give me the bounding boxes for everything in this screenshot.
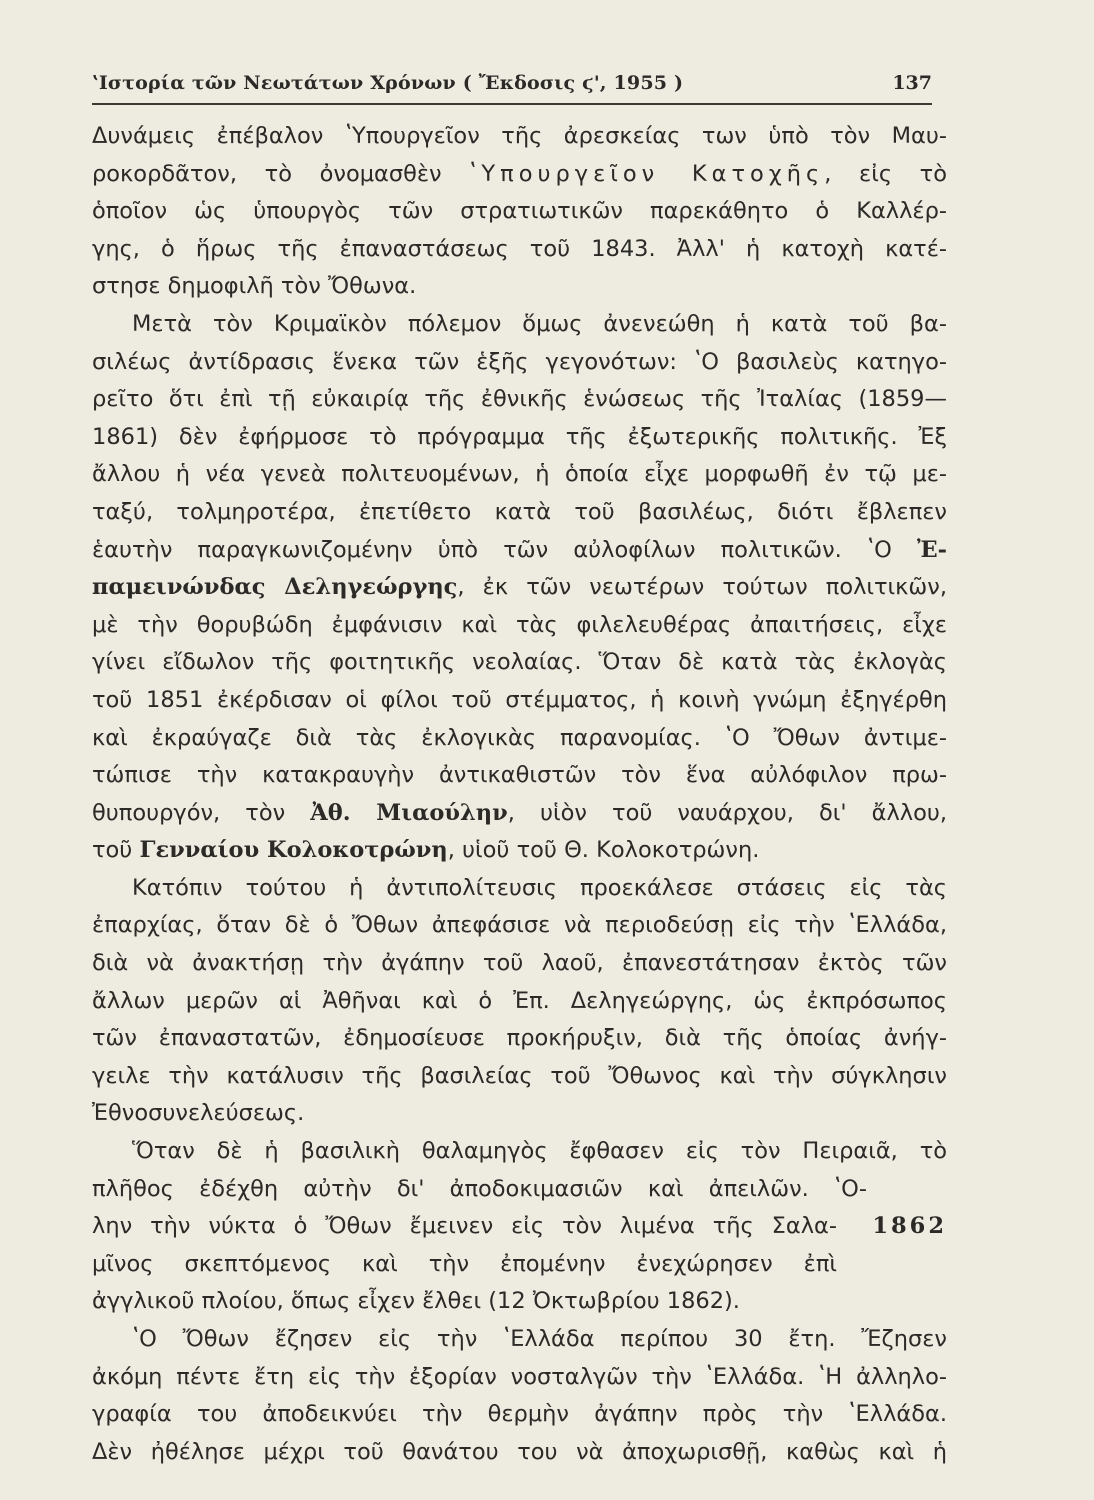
bold-name: παμεινώνδας Δεληγεώργης	[92, 574, 458, 601]
text-line: Δυνάμεις ἐπέβαλον ʽΥπουργεῖον τῆς ἀρεσκείας των ὑπὸ τὸν Μαυ-	[92, 123, 947, 149]
text-line: Κατόπιν τούτου ἡ ἀντιπολίτευσις προεκάλεσε στάσεις εἰς τὰς	[132, 874, 947, 901]
text-line: ἐπαρχίας, ὅταν δὲ ὁ Ὄθων ἀπεφάσισε νὰ περιοδεύσῃ εἰς τὴν ʽΕλλάδα,	[92, 912, 947, 939]
bold-name: Ἀθ. Μιαούλην	[310, 799, 508, 826]
text-line: ἀκόμη πέντε ἔτη εἰς τὴν ἐξορίαν νοσταλγῶν τὴν ʽΕλλάδα. ʽΗ ἀλληλο-	[92, 1363, 947, 1390]
text-line: ἄλλων μερῶν αἱ Ἀθῆναι καὶ ὁ Ἐπ. Δεληγεώργης, ὡς ἐκπρόσωπος	[92, 987, 947, 1014]
body-text	[92, 118, 947, 1471]
text-line: ἄλλου ἡ νέα γενεὰ πολιτευομένων, ἡ ὁποία εἶχε μορφωθῆ ἐν τῷ με-	[92, 461, 947, 488]
text-line: Δὲν ἠθέλησε μέχρι τοῦ θανάτου του νὰ ἀποχωρισθῇ, καθὼς καὶ ἡ	[92, 1438, 947, 1465]
text-line: ὁποῖον ὡς ὑπουργὸς τῶν στρατιωτικῶν παρεκάθητο ὁ Καλλέρ-	[92, 198, 947, 225]
page-number: 137	[892, 72, 932, 94]
text-line: θυπουργόν, τὸν Ἀθ. Μιαούλην, υἱὸν τοῦ ναυάρχου, δι' ἄλλου,	[92, 799, 948, 826]
header-rule	[92, 103, 932, 105]
text-line: παμεινώνδας Δεληγεώργης, ἐκ τῶν νεωτέρων τούτων πολιτικῶν,	[92, 574, 947, 601]
text-line: Ὅταν δὲ ἡ βασιλικὴ θαλαμηγὸς ἔφθασεν εἰς τὸν Πειραιᾶ, τὸ	[132, 1138, 947, 1165]
text-line: γης, ὁ ἥρως τῆς ἐπαναστάσεως τοῦ 1843. Ἀλλ' ἡ κατοχὴ κατέ-	[92, 235, 947, 262]
text-line: γειλε τὴν κατάλυσιν τῆς βασιλείας τοῦ Ὄθωνος καὶ τὴν σύγκλησιν	[92, 1062, 947, 1089]
text-line: Μετὰ τὸν Κριμαϊκὸν πόλεμον ὅμως ἀνενεώθη ἡ κατὰ τοῦ βα-	[132, 310, 947, 337]
bold-name: Ἐ-	[917, 536, 947, 563]
text-line: ροκορδᾶτον, τὸ ὀνομασθὲν ʽΥπουργεῖον Κατοχῆς, εἰς τὸ	[92, 160, 947, 187]
text-line: γραφία του ἀποδεικνύει τὴν θερμὴν ἀγάπην πρὸς τὴν ʽΕλλάδα.	[92, 1401, 947, 1428]
text-line: Ἐθνοσυνελεύσεως.	[92, 1100, 305, 1127]
text-line: ʽΟ Ὄθων ἔζησεν εἰς τὴν ʽΕλλάδα περίπου 30 ἔτη. Ἔζησεν	[132, 1326, 947, 1352]
text-line: τῶν ἐπαναστατῶν, ἐδημοσίευσε προκήρυξιν, διὰ τῆς ὁποίας ἀνήγ-	[92, 1025, 947, 1052]
text-line: μὲ τὴν θορυβώδη ἐμφάνισιν καὶ τὰς φιλελευθέρας ἀπαιτήσεις, εἶχε	[92, 611, 947, 638]
text-line: ἑαυτὴν παραγκωνιζομένην ὑπὸ τῶν αὐλοφίλων πολιτικῶν. ʽΟ Ἐ-	[92, 536, 947, 563]
text-line: τώπισε τὴν κατακραυγὴν ἀντικαθιστῶν τὸν ἕνα αὐλόφιλον πρω-	[92, 762, 947, 789]
text-line: πλῆθος ἐδέχθη αὐτὴν δι' ἀποδοκιμασιῶν καὶ ἀπειλῶν. ʽΟ-	[92, 1175, 867, 1202]
text-line: ρεῖτο ὅτι ἐπὶ τῇ εὐκαιρίᾳ τῆς ἐθνικῆς ἑνώσεως τῆς Ἰταλίας (1859—	[92, 386, 947, 413]
text-line: διὰ νὰ ἀνακτήσῃ τὴν ἀγάπην τοῦ λαοῦ, ἐπανεστάτησαν ἐκτὸς τῶν	[92, 950, 947, 977]
text-line: σιλέως ἀντίδρασις ἕνεκα τῶν ἑξῆς γεγονότων: ʽΟ βασιλεὺς κατηγο-	[92, 348, 947, 375]
text-line: τοῦ Γενναίου Κολοκοτρώνη, υἱοῦ τοῦ Θ. Κολοκοτρώνη.	[92, 837, 760, 864]
text-line: μῖνος σκεπτόμενος καὶ τὴν ἐπομένην ἐνεχώρησεν ἐπὶ	[92, 1250, 837, 1277]
running-header	[92, 68, 932, 104]
text-line: ἀγγλικοῦ πλοίου, ὅπως εἶχεν ἔλθει (12 Ὀκτωβρίου 1862).	[92, 1288, 740, 1315]
text-line: τοῦ 1851 ἐκέρδισαν οἱ φίλοι τοῦ στέμματος, ἡ κοινὴ γνώμη ἐξηγέρθη	[92, 686, 947, 713]
text-line: στησε δημοφιλῆ τὸν Ὄθωνα.	[92, 273, 417, 300]
text-line: ταξύ, τολμηροτέρα, ἐπετίθετο κατὰ τοῦ βασιλέως, διότι ἔβλεπεν	[92, 498, 947, 525]
margin-year-note: 1862	[872, 1213, 947, 1240]
text-line: καὶ ἐκραύγαζε διὰ τὰς ἐκλογικὰς παρανομίας. ʽΟ Ὄθων ἀντιμε-	[92, 724, 947, 751]
text-line-with-margin: λην τὴν νύκτα ὁ Ὄθων ἔμεινεν εἰς τὸν λιμένα τῆς Σαλα- 1862	[92, 1208, 947, 1246]
text-line: 1861) δὲν ἐφήρμοσε τὸ πρόγραμμα τῆς ἐξωτερικῆς πολιτικῆς. Ἐξ	[92, 423, 947, 450]
book-title: ʽΙστορία τῶν Νεωτάτων Χρόνων ( Ἔκδοσις ϛ', 1955 )	[92, 72, 684, 94]
bold-name: Γενναίου Κολοκοτρώνη	[139, 837, 448, 864]
spaced-emphasis: ʽΥπουργεῖον Κατοχῆς	[469, 160, 825, 187]
text-line: γίνει εἴδωλον τῆς φοιτητικῆς νεολαίας. Ὅταν δὲ κατὰ τὰς ἐκλογὰς	[92, 649, 947, 676]
